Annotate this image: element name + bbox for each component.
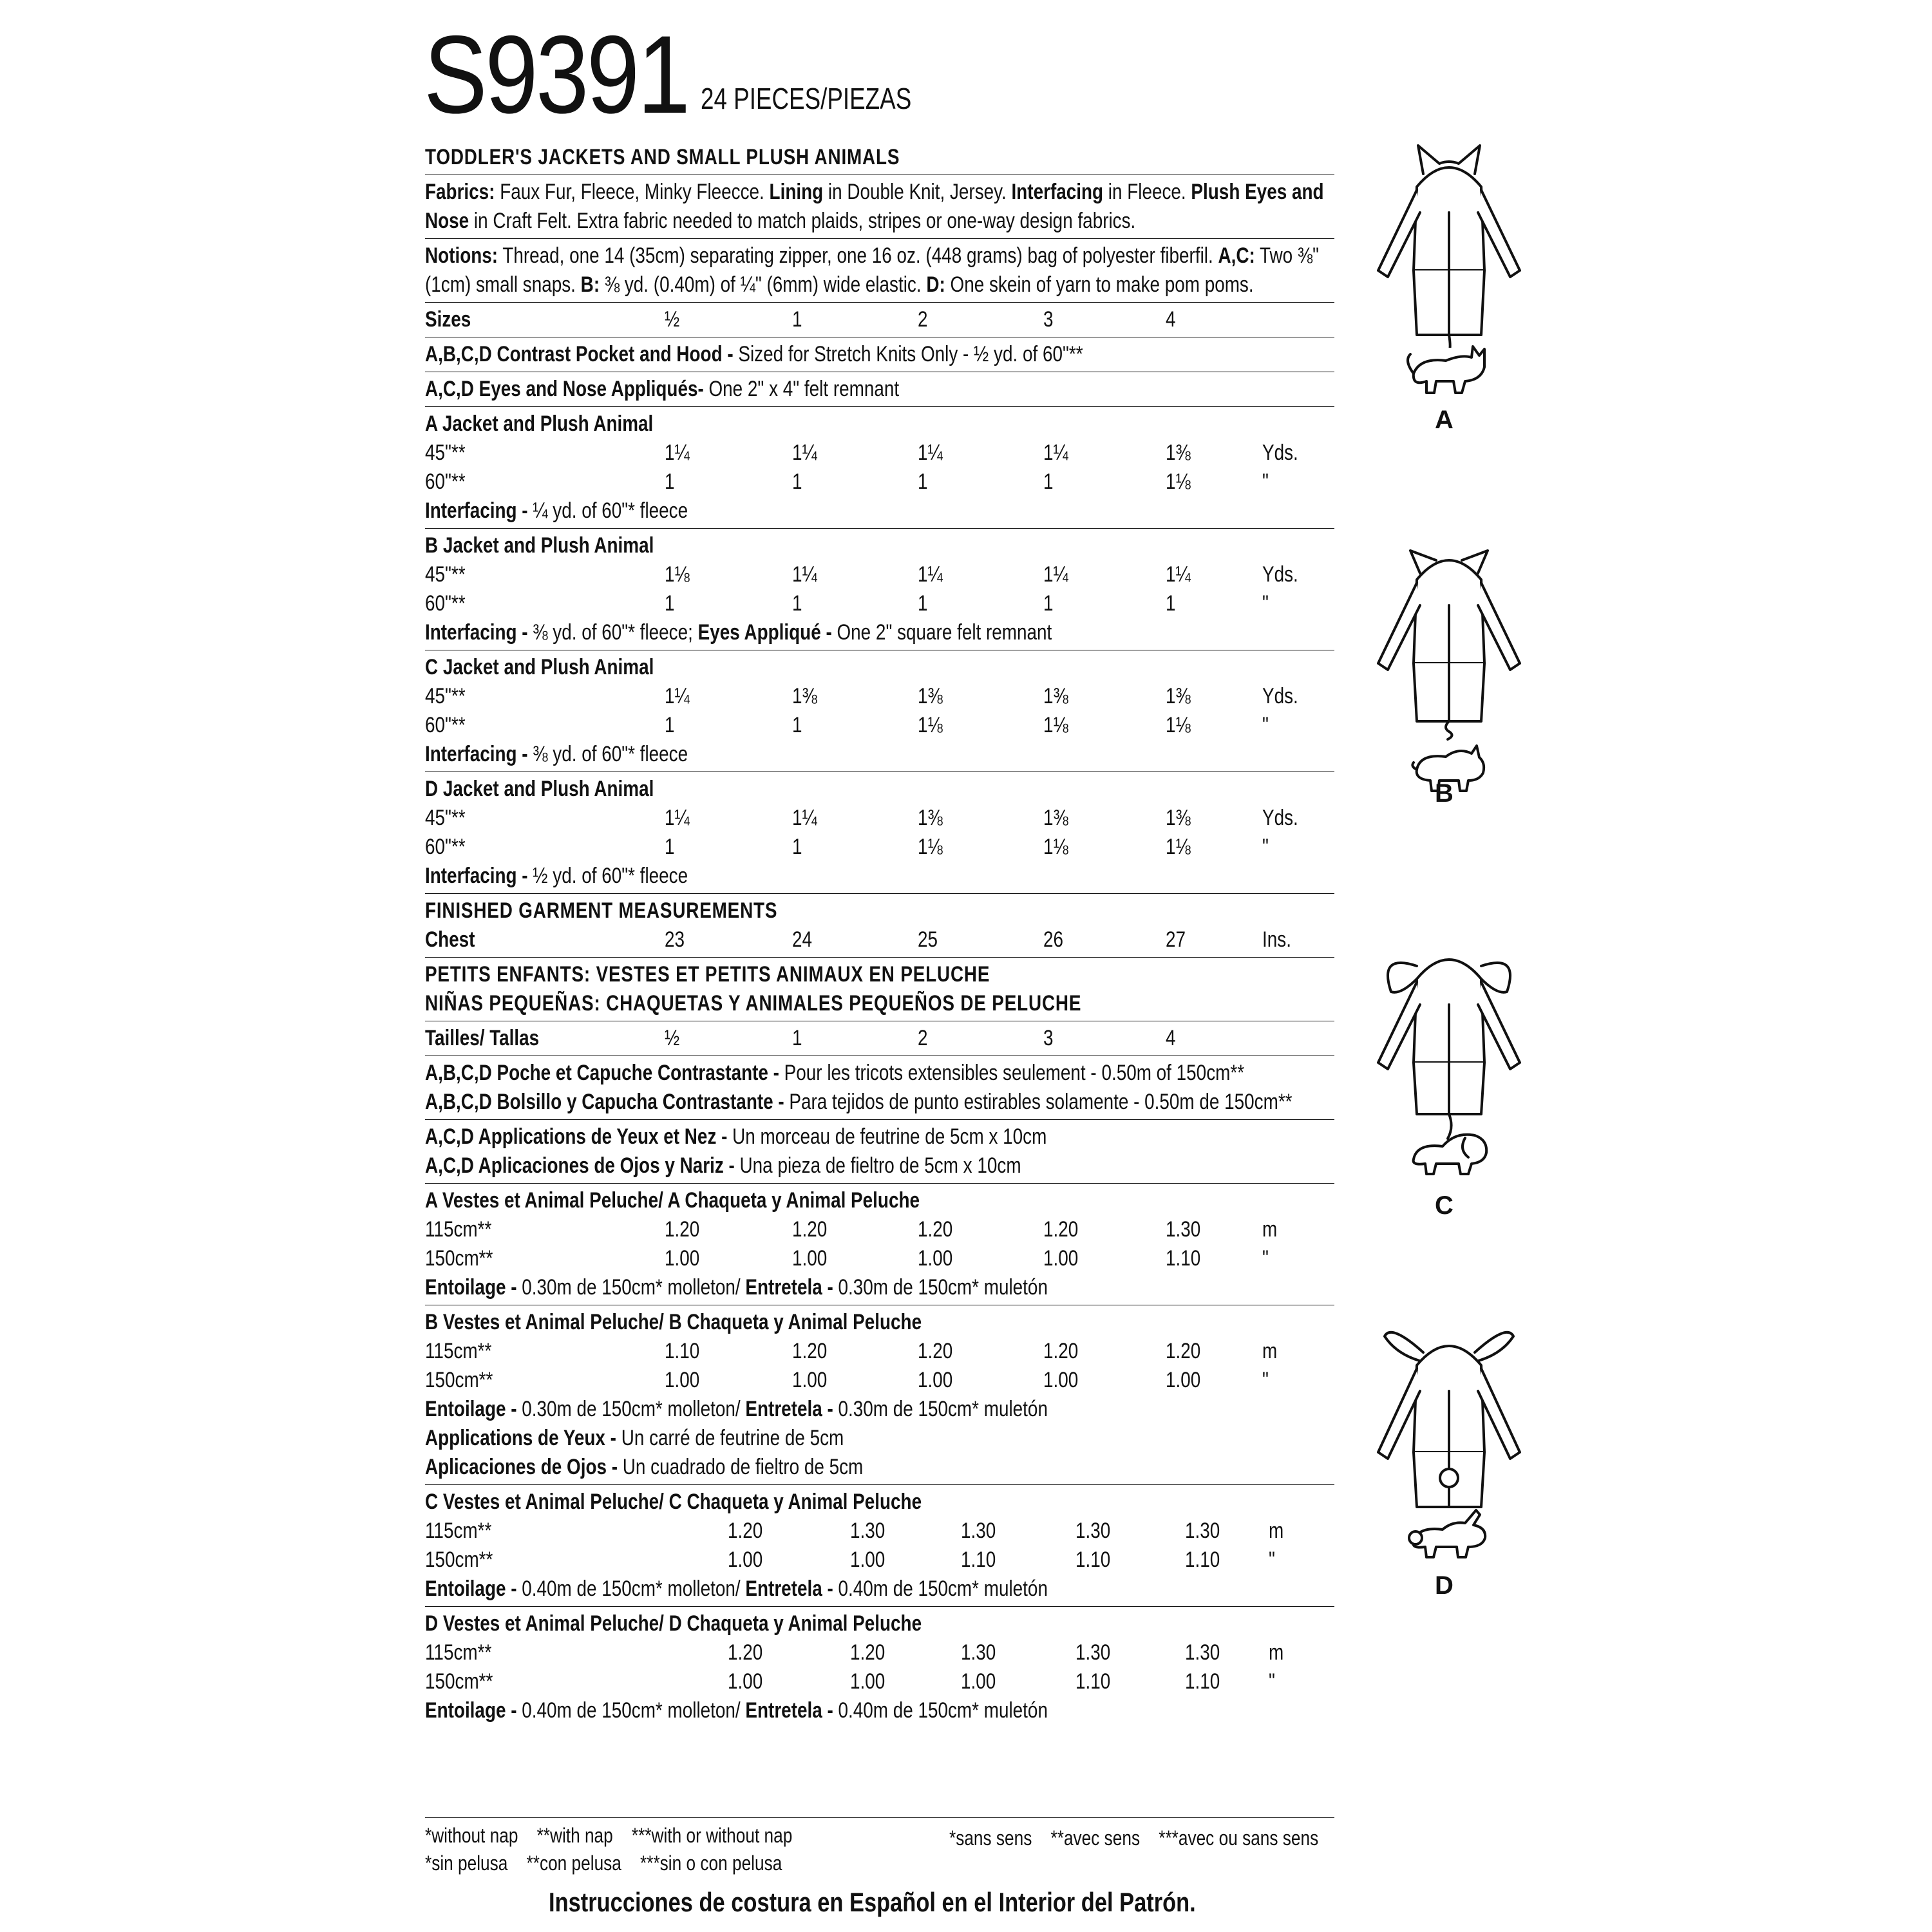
view-label-a: A: [1435, 406, 1454, 434]
eyes-nose-note-text: One 2" x 4" felt remnant: [703, 377, 900, 401]
interfacing-note-text: ⅜ yd. of 60"* fleece;: [527, 620, 698, 645]
entoilage-note-text: 0.40m de 150cm* muletón: [833, 1577, 1048, 1601]
metraje-row-value: 1.10: [1075, 1669, 1111, 1694]
fabrics-note-text: in Fleece.: [1103, 180, 1191, 204]
view-d-plush-bunny-illustration: [1404, 1507, 1494, 1565]
contrast-pocket-note-text: Sized for Stretch Knits Only - ½ yd. of 60"**: [733, 342, 1083, 366]
sizes-row-value: 3: [1043, 307, 1054, 332]
yardage-row-label: 45"**: [425, 806, 466, 830]
metraje-row-value: 1.10: [961, 1548, 996, 1572]
yardage-row-label: 60"**: [425, 835, 466, 859]
metraje-row-unit: m: [1269, 1640, 1284, 1665]
metraje-row-value: 1.30: [1075, 1519, 1111, 1543]
vista-title: D Vestes et Animal Peluche/ D Chaqueta y Animal Peluche: [425, 1611, 922, 1636]
section-title-es: NIÑAS PEQUEÑAS: CHAQUETAS Y ANIMALES PEQUEÑOS DE PELUCHE: [425, 991, 1082, 1016]
yardage-row-value: 1⅛: [918, 835, 943, 859]
tallas-row-value: 2: [918, 1026, 928, 1050]
yardage-row-value: 1: [792, 835, 802, 859]
entoilage-note-label: Entretela -: [745, 1698, 833, 1723]
yardage-row-value: 1¼: [665, 806, 690, 830]
metraje-row-label: 115cm**: [425, 1217, 492, 1242]
yardage-row-value: 1: [665, 713, 675, 737]
yardage-row-unit: ": [1262, 591, 1269, 616]
piece-count: 24 PIECES/PIEZAS: [701, 82, 912, 115]
interfacing-note-text: ½ yd. of 60"* fleece: [527, 864, 688, 888]
section-title-en: TODDLER'S JACKETS AND SMALL PLUSH ANIMALS: [425, 145, 900, 169]
bolsillo-note: [425, 1088, 1335, 1117]
yardage-row-value: 1: [792, 469, 802, 494]
chest-row-value: 25: [918, 927, 938, 952]
contrast-pocket-note-label: A,B,C,D Contrast Pocket and Hood -: [425, 342, 734, 366]
tallas-row-value: ½: [665, 1026, 680, 1050]
yardage-row-value: 1: [1043, 469, 1054, 494]
divider: [425, 302, 1334, 303]
metraje-row-value: 1.00: [792, 1246, 828, 1271]
metraje-row-label: 150cm**: [425, 1669, 493, 1694]
sizes-row: [425, 305, 1334, 334]
fabrics-note: [425, 178, 1335, 236]
yardage-row-value: 1¼: [665, 440, 690, 465]
entoilage-note: [425, 1575, 1335, 1604]
yardage-row-unit: Yds.: [1262, 562, 1298, 587]
yardage-row-unit: ": [1262, 713, 1269, 737]
yardage-row-value: 1⅜: [1043, 806, 1068, 830]
entoilage-note: [425, 1424, 1335, 1453]
yardage-row-value: 1¼: [665, 684, 690, 708]
divider: [425, 238, 1334, 239]
metraje-row-unit: m: [1262, 1217, 1278, 1242]
divider: [425, 1183, 1334, 1184]
yardage-row-value: 1⅜: [1166, 806, 1191, 830]
metraje-row-value: 1.00: [728, 1669, 763, 1694]
entoilage-note: [425, 1273, 1335, 1302]
metraje-row-unit: ": [1262, 1246, 1269, 1271]
notions-note-text: One skein of yarn to make pom poms.: [945, 272, 1254, 297]
yardage-row-unit: ": [1262, 469, 1269, 494]
yardage-row-value: 1¼: [918, 562, 943, 587]
view-title: B Jacket and Plush Animal: [425, 533, 654, 558]
yardage-row-unit: Yds.: [1262, 440, 1298, 465]
metraje-row: [425, 1517, 1334, 1546]
chest-row-label: Chest: [425, 927, 475, 952]
interfacing-note-text: One 2" square felt remnant: [831, 620, 1052, 645]
interfacing-note-label: Eyes Appliqué -: [697, 620, 832, 645]
metraje-row-value: 1.10: [1166, 1246, 1201, 1271]
yardage-row-value: 1⅜: [1166, 440, 1191, 465]
view-label-d: D: [1435, 1571, 1454, 1600]
metraje-row-label: 150cm**: [425, 1246, 493, 1271]
metraje-row: [425, 1546, 1334, 1575]
sizes-row-value: 1: [792, 307, 802, 332]
metraje-row-value: 1.00: [665, 1368, 700, 1392]
yardage-row-value: 1: [665, 469, 675, 494]
yardage-row-value: 1: [1043, 591, 1054, 616]
entoilage-note-text: 0.40m de 150cm* molleton/: [516, 1698, 746, 1723]
fabrics-note-text: Faux Fur, Fleece, Minky Fleecce.: [495, 180, 770, 204]
entoilage-note-text: 0.30m de 150cm* muletón: [833, 1275, 1048, 1300]
sizes-row-value: 2: [918, 307, 928, 332]
divider: [425, 1606, 1334, 1607]
chest-row: [425, 925, 1334, 954]
metraje-row: [425, 1244, 1334, 1273]
fabrics-note-text: in Double Knit, Jersey.: [823, 180, 1012, 204]
bolsillo-note-label: A,B,C,D Bolsillo y Capucha Contrastante -: [425, 1090, 784, 1114]
yardage-row: [425, 833, 1334, 862]
metraje-row: [425, 1337, 1334, 1366]
metraje-row-unit: m: [1269, 1519, 1284, 1543]
pattern-number: S9391: [424, 13, 688, 137]
notions-note-text: Two ⅜" (1cm) small snaps.: [425, 243, 1320, 297]
yardage-row-value: 1⅛: [1043, 835, 1068, 859]
metraje-row-value: 1.30: [961, 1640, 996, 1665]
tallas-row-value: 4: [1166, 1026, 1176, 1050]
vista-title: A Vestes et Animal Peluche/ A Chaqueta y Animal Peluche: [425, 1188, 920, 1213]
metraje-row: [425, 1667, 1334, 1696]
entoilage-note-text: 0.30m de 150cm* muletón: [833, 1397, 1048, 1421]
yardage-row-value: 1¼: [792, 562, 817, 587]
entoilage-note-label: Entretela -: [745, 1397, 833, 1421]
footnote-en: *without nap **with nap ***with or without nap: [425, 1824, 793, 1847]
metraje-row-value: 1.00: [792, 1368, 828, 1392]
metraje-row-label: 150cm**: [425, 1548, 493, 1572]
metraje-row-unit: ": [1262, 1368, 1269, 1392]
eyes-nose-note: [425, 375, 1335, 404]
entoilage-note-text: 0.30m de 150cm* molleton/: [516, 1397, 746, 1421]
yardage-row: [425, 804, 1334, 833]
entoilage-note-text: 0.40m de 150cm* molleton/: [516, 1577, 746, 1601]
yardage-row-value: 1⅛: [665, 562, 690, 587]
entoilage-note: [425, 1453, 1335, 1482]
poche-note-label: A,B,C,D Poche et Capuche Contrastante -: [425, 1061, 779, 1085]
metraje-row-value: 1.20: [1043, 1217, 1079, 1242]
metraje-row-value: 1.30: [961, 1519, 996, 1543]
metraje-row-value: 1.20: [792, 1339, 828, 1363]
sizes-row-value: ½: [665, 307, 680, 332]
notions-note-text: ⅜ yd. (0.40m) of ¼" (6mm) wide elastic.: [600, 272, 927, 297]
entoilage-note: [425, 1395, 1335, 1424]
yardage-row-value: 1⅜: [918, 684, 943, 708]
view-a-plush-cat-illustration: [1401, 341, 1491, 399]
notions-note-label: Notions:: [425, 243, 498, 268]
chest-row-value: 27: [1166, 927, 1186, 952]
yardage-row-value: 1⅛: [1166, 835, 1191, 859]
entoilage-note-label: Entoilage -: [425, 1698, 517, 1723]
view-c-jacket-illustration: [1365, 934, 1533, 1140]
interfacing-note-label: Interfacing -: [425, 864, 528, 888]
yardage-row-unit: Yds.: [1262, 806, 1298, 830]
metraje-row-value: 1.00: [665, 1246, 700, 1271]
chest-row-value: 23: [665, 927, 685, 952]
interfacing-note: [425, 740, 1335, 769]
divider: [425, 1119, 1334, 1120]
metraje-row-value: 1.00: [1166, 1368, 1201, 1392]
entoilage-note-label: Applications de Yeux -: [425, 1426, 616, 1450]
interfacing-note-text: ¼ yd. of 60"* fleece: [527, 498, 688, 523]
metraje-row: [425, 1366, 1334, 1395]
notions-note: [425, 242, 1335, 299]
yardage-row-value: 1¼: [918, 440, 943, 465]
tallas-row-value: 1: [792, 1026, 802, 1050]
yardage-row-value: 1⅛: [918, 713, 943, 737]
metraje-row-value: 1.00: [1043, 1368, 1079, 1392]
poche-note: [425, 1059, 1335, 1088]
yardage-row: [425, 560, 1334, 589]
vista-title: B Vestes et Animal Peluche/ B Chaqueta y Animal Peluche: [425, 1310, 922, 1334]
metraje-row-value: 1.20: [1166, 1339, 1201, 1363]
entoilage-note-text: Un cuadrado de fieltro de 5cm: [618, 1455, 864, 1479]
view-title: C Jacket and Plush Animal: [425, 655, 654, 679]
yardage-chart: [425, 143, 1334, 1725]
yardage-row-value: 1: [665, 835, 675, 859]
interfacing-note-label: Interfacing -: [425, 742, 528, 766]
view-label-b: B: [1435, 779, 1454, 808]
sizes-row-value: 4: [1166, 307, 1176, 332]
yardage-row-value: 1⅛: [1166, 713, 1191, 737]
chest-row-value: 26: [1043, 927, 1064, 952]
entoilage-note-text: 0.40m de 150cm* muletón: [833, 1698, 1048, 1723]
metraje-row-value: 1.20: [850, 1640, 886, 1665]
metraje-row-value: 1.20: [728, 1519, 763, 1543]
metraje-row-value: 1.10: [1185, 1548, 1220, 1572]
entoilage-note-text: Un carré de feutrine de 5cm: [616, 1426, 844, 1450]
fabrics-note-label: Interfacing: [1011, 180, 1104, 204]
metraje-row: [425, 1215, 1334, 1244]
finished-measurements-title: FINISHED GARMENT MEASUREMENTS: [425, 898, 778, 923]
yardage-row-value: 1¼: [1043, 440, 1068, 465]
fabrics-note-label: Plush Eyes and Nose: [425, 180, 1324, 233]
interfacing-note: [425, 497, 1335, 526]
metraje-row-label: 115cm**: [425, 1640, 492, 1665]
yardage-row-label: 45"**: [425, 440, 466, 465]
divider: [425, 957, 1334, 958]
notions-note-label: B:: [580, 272, 600, 297]
yardage-row-value: 1¼: [1166, 562, 1191, 587]
yardage-row-value: 1⅛: [1043, 713, 1068, 737]
metraje-row-label: 150cm**: [425, 1368, 493, 1392]
metraje-row-value: 1.00: [918, 1246, 953, 1271]
metraje-row-value: 1.10: [1185, 1669, 1220, 1694]
bolsillo-note-text: Para tejidos de punto estirables solamente - 0.50m de 150cm**: [784, 1090, 1293, 1114]
spanish-instructions-note: Instrucciones de costura en Español en el Interior del Patrón.: [549, 1887, 1196, 1917]
metraje-row-value: 1.00: [850, 1548, 886, 1572]
divider: [425, 1484, 1334, 1485]
metraje-row-value: 1.30: [850, 1519, 886, 1543]
chest-row-unit: Ins.: [1262, 927, 1291, 952]
contrast-pocket-note: [425, 340, 1335, 369]
ojos-note: [425, 1151, 1335, 1180]
metraje-row: [425, 1638, 1334, 1667]
yeux-note: [425, 1122, 1335, 1151]
interfacing-note-label: Interfacing -: [425, 620, 528, 645]
yeux-note-text: Un morceau de feutrine de 5cm x 10cm: [727, 1124, 1047, 1149]
tallas-row-value: 3: [1043, 1026, 1054, 1050]
metraje-row-value: 1.00: [1043, 1246, 1079, 1271]
metraje-row-value: 1.00: [961, 1669, 996, 1694]
poche-note-text: Pour les tricots extensibles seulement - 0.50m of 150cm**: [779, 1061, 1245, 1085]
footnote-fr: *sans sens **avec sens ***avec ou sans sens: [949, 1826, 1319, 1850]
entoilage-note-label: Entoilage -: [425, 1397, 517, 1421]
metraje-row-value: 1.30: [1185, 1640, 1220, 1665]
yardage-row-value: 1: [665, 591, 675, 616]
fabrics-note-label: Fabrics:: [425, 180, 495, 204]
metraje-row-value: 1.30: [1075, 1640, 1111, 1665]
ojos-note-text: Una pieza de fieltro de 5cm x 10cm: [734, 1153, 1021, 1178]
yardage-row-label: 45"**: [425, 684, 466, 708]
interfacing-note-text: ⅜ yd. of 60"* fleece: [527, 742, 688, 766]
view-c-plush-puppy-illustration: [1404, 1124, 1494, 1182]
yardage-row-value: 1⅜: [792, 684, 817, 708]
vista-title: C Vestes et Animal Peluche/ C Chaqueta y Animal Peluche: [425, 1490, 922, 1514]
fabrics-note-text: in Craft Felt. Extra fabric needed to match plaids, stripes or one-way design fabrics.: [469, 209, 1136, 233]
entoilage-note: [425, 1696, 1335, 1725]
metraje-row-value: 1.20: [792, 1217, 828, 1242]
metraje-row-label: 115cm**: [425, 1519, 492, 1543]
yardage-row-value: 1¼: [792, 440, 817, 465]
yardage-row-value: 1¼: [1043, 562, 1068, 587]
metraje-row-unit: ": [1269, 1548, 1275, 1572]
yardage-row-label: 60"**: [425, 713, 466, 737]
metraje-row-value: 1.20: [665, 1217, 700, 1242]
section-title-fr: PETITS ENFANTS: VESTES ET PETITS ANIMAUX EN PELUCHE: [425, 962, 990, 987]
metraje-row-unit: m: [1262, 1339, 1278, 1363]
metraje-row-value: 1.20: [918, 1217, 953, 1242]
divider: [425, 893, 1334, 894]
metraje-row-value: 1.00: [850, 1669, 886, 1694]
entoilage-note-label: Entretela -: [745, 1577, 833, 1601]
yardage-row-value: 1⅜: [1043, 684, 1068, 708]
entoilage-note-text: 0.30m de 150cm* molleton/: [516, 1275, 746, 1300]
entoilage-note-label: Entretela -: [745, 1275, 833, 1300]
yardage-row: [425, 711, 1334, 740]
chest-row-value: 24: [792, 927, 813, 952]
notions-note-label: D:: [926, 272, 945, 297]
yardage-row: [425, 468, 1334, 497]
entoilage-note-label: Aplicaciones de Ojos -: [425, 1455, 618, 1479]
yardage-row-unit: Yds.: [1262, 684, 1298, 708]
yardage-row-value: 1: [918, 591, 928, 616]
metraje-row-value: 1.20: [728, 1640, 763, 1665]
interfacing-note: [425, 862, 1335, 891]
interfacing-note-label: Interfacing -: [425, 498, 528, 523]
divider: [425, 406, 1334, 407]
yardage-row-label: 60"**: [425, 469, 466, 494]
yardage-row-value: 1⅜: [1166, 684, 1191, 708]
yardage-row-value: 1: [792, 713, 802, 737]
yardage-row-value: 1: [918, 469, 928, 494]
sizes-row-label: Sizes: [425, 307, 471, 332]
metraje-row-unit: ": [1269, 1669, 1275, 1694]
metraje-row-value: 1.20: [918, 1339, 953, 1363]
view-title: D Jacket and Plush Animal: [425, 777, 654, 801]
yardage-row-unit: ": [1262, 835, 1269, 859]
yeux-note-label: A,C,D Applications de Yeux et Nez -: [425, 1124, 728, 1149]
yardage-row: [425, 589, 1334, 618]
yardage-row-value: 1: [1166, 591, 1176, 616]
yardage-row-value: 1⅜: [918, 806, 943, 830]
yardage-row: [425, 439, 1334, 468]
metraje-row-value: 1.10: [1075, 1548, 1111, 1572]
divider: [425, 528, 1334, 529]
view-b-jacket-illustration: [1372, 535, 1526, 741]
metraje-row-value: 1.00: [728, 1548, 763, 1572]
tallas-row: [425, 1024, 1334, 1053]
notions-note-text: Thread, one 14 (35cm) separating zipper, one 16 oz. (448 grams) bag of polyester fiberfil.: [498, 243, 1218, 268]
yardage-row-label: 45"**: [425, 562, 466, 587]
ojos-note-label: A,C,D Aplicaciones de Ojos y Nariz -: [425, 1153, 735, 1178]
fabrics-note-label: Lining: [769, 180, 824, 204]
metraje-row-value: 1.30: [1166, 1217, 1201, 1242]
metraje-row-value: 1.10: [665, 1339, 700, 1363]
entoilage-note-label: Entoilage -: [425, 1275, 517, 1300]
footnote-es: *sin pelusa **con pelusa ***sin o con pelusa: [425, 1852, 782, 1875]
metraje-row-value: 1.30: [1185, 1519, 1220, 1543]
yardage-row-label: 60"**: [425, 591, 466, 616]
yardage-row-value: 1⅛: [1166, 469, 1191, 494]
metraje-row-label: 115cm**: [425, 1339, 492, 1363]
view-label-c: C: [1435, 1191, 1454, 1220]
eyes-nose-note-label: A,C,D Eyes and Nose Appliqués-: [425, 377, 704, 401]
yardage-row-value: 1: [792, 591, 802, 616]
metraje-row-value: 1.20: [1043, 1339, 1079, 1363]
notions-note-label: A,C:: [1218, 243, 1255, 268]
yardage-row-value: 1¼: [792, 806, 817, 830]
entoilage-note-label: Entoilage -: [425, 1577, 517, 1601]
metraje-row-value: 1.00: [918, 1368, 953, 1392]
view-title: A Jacket and Plush Animal: [425, 412, 654, 436]
view-d-jacket-illustration: [1372, 1317, 1526, 1523]
footnotes-right: [949, 1817, 1399, 1852]
view-a-jacket-illustration: [1372, 142, 1526, 348]
interfacing-note: [425, 618, 1335, 647]
tallas-row-label: Tailles/ Tallas: [425, 1026, 540, 1050]
yardage-row: [425, 682, 1334, 711]
